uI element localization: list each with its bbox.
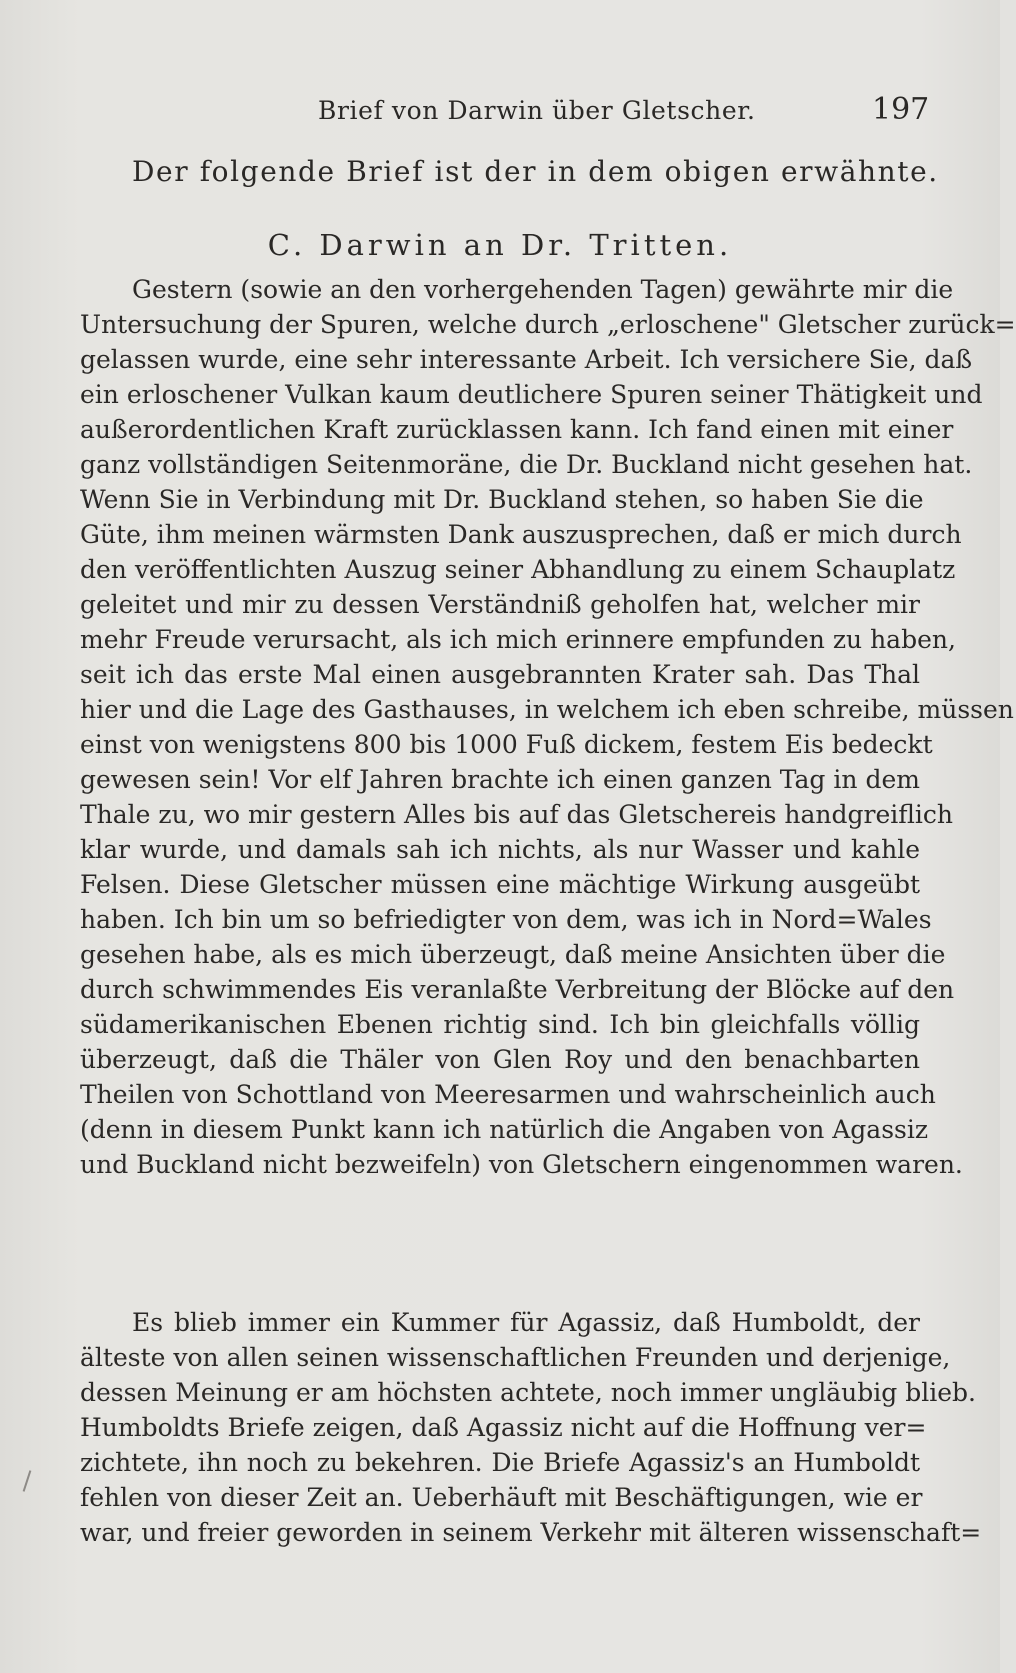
text-line: ganz vollständigen Seitenmoräne, die Dr. Buckland nicht gesehen hat.	[80, 450, 973, 479]
text-line: und Buckland nicht bezweifeln) von Gletschern eingenommen waren.	[80, 1150, 963, 1179]
letter-heading: C. Darwin an Dr. Tritten.	[267, 228, 733, 262]
margin-mark	[23, 1470, 32, 1492]
text-line: klar wurde, und damals sah ich nichts, als nur Wasser und kahle	[80, 835, 920, 864]
text-line: gelassen wurde, eine sehr interessante Arbeit. Ich versichere Sie, daß	[80, 345, 973, 374]
running-title: Brief von Darwin über Gletscher.	[318, 96, 756, 125]
text-line: (denn in diesem Punkt kann ich natürlich die Angaben von Agassiz	[80, 1115, 929, 1144]
text-line: Untersuchung der Spuren, welche durch „erloschene" Gletscher zurück=	[80, 310, 1016, 339]
text-line: außerordentlichen Kraft zurücklassen kann. Ich fand einen mit einer	[80, 415, 954, 444]
text-line: überzeugt, daß die Thäler von Glen Roy und den benachbarten	[80, 1045, 920, 1074]
text-line: mehr Freude verursacht, als ich mich erinnere empfunden zu haben,	[80, 625, 956, 654]
text-line: Felsen. Diese Gletscher müssen eine mächtige Wirkung ausgeübt	[80, 870, 920, 899]
text-line: haben. Ich bin um so befriedigter von dem, was ich in Nord=Wales	[80, 905, 932, 934]
text-line: geleitet und mir zu dessen Verständniß geholfen hat, welcher mir	[80, 590, 920, 619]
text-line: seit ich das erste Mal einen ausgebrannten Krater sah. Das Thal	[80, 660, 920, 689]
text-line: südamerikanischen Ebenen richtig sind. Ich bin gleichfalls völlig	[80, 1010, 920, 1039]
text-line: zichtete, ihn noch zu bekehren. Die Briefe Agassiz's an Humboldt	[80, 1448, 920, 1477]
intro-sentence: Der folgende Brief ist der in dem obigen erwähnte.	[132, 155, 939, 188]
text-line: den veröffentlichten Auszug seiner Abhandlung zu einem Schauplatz	[80, 555, 956, 584]
text-line: durch schwimmendes Eis veranlaßte Verbreitung der Blöcke auf den	[80, 975, 955, 1004]
letter-paragraph	[80, 272, 1016, 1182]
text-line: hier und die Lage des Gasthauses, in welchem ich eben schreibe, müssen	[80, 695, 1014, 724]
page-number: 197	[872, 92, 930, 127]
text-line: fehlen von dieser Zeit an. Ueberhäuft mit Beschäftigungen, wie er	[80, 1483, 923, 1512]
text-line: dessen Meinung er am höchsten achtete, noch immer ungläubig blieb.	[80, 1378, 976, 1407]
text-line: Humboldts Briefe zeigen, daß Agassiz nicht auf die Hoffnung ver=	[80, 1413, 927, 1442]
text-line: einst von wenigstens 800 bis 1000 Fuß dickem, festem Eis bedeckt	[80, 730, 933, 759]
text-line: gesehen habe, als es mich überzeugt, daß meine Ansichten über die	[80, 940, 946, 969]
text-line: älteste von allen seinen wissenschaftlichen Freunden und derjenige,	[80, 1343, 951, 1372]
text-line: Thale zu, wo mir gestern Alles bis auf das Gletschereis handgreiflich	[80, 800, 954, 829]
text-line: war, und freier geworden in seinem Verkehr mit älteren wissenschaft=	[80, 1518, 982, 1547]
text-line: ein erloschener Vulkan kaum deutlichere Spuren seiner Thätigkeit und	[80, 380, 983, 409]
text-line: Theilen von Schottland von Meeresarmen und wahrscheinlich auch	[80, 1080, 936, 1109]
text-line: Es blieb immer ein Kummer für Agassiz, daß Humboldt, der	[132, 1308, 920, 1337]
text-line: Gestern (sowie an den vorhergehenden Tagen) gewährte mir die	[132, 275, 954, 304]
paragraph-two	[80, 1305, 982, 1550]
text-line: gewesen sein! Vor elf Jahren brachte ich einen ganzen Tag in dem	[80, 765, 920, 794]
text-line: Güte, ihm meinen wärmsten Dank auszusprechen, daß er mich durch	[80, 520, 962, 549]
running-header	[0, 92, 1000, 132]
text-line: Wenn Sie in Verbindung mit Dr. Buckland stehen, so haben Sie die	[80, 485, 924, 514]
